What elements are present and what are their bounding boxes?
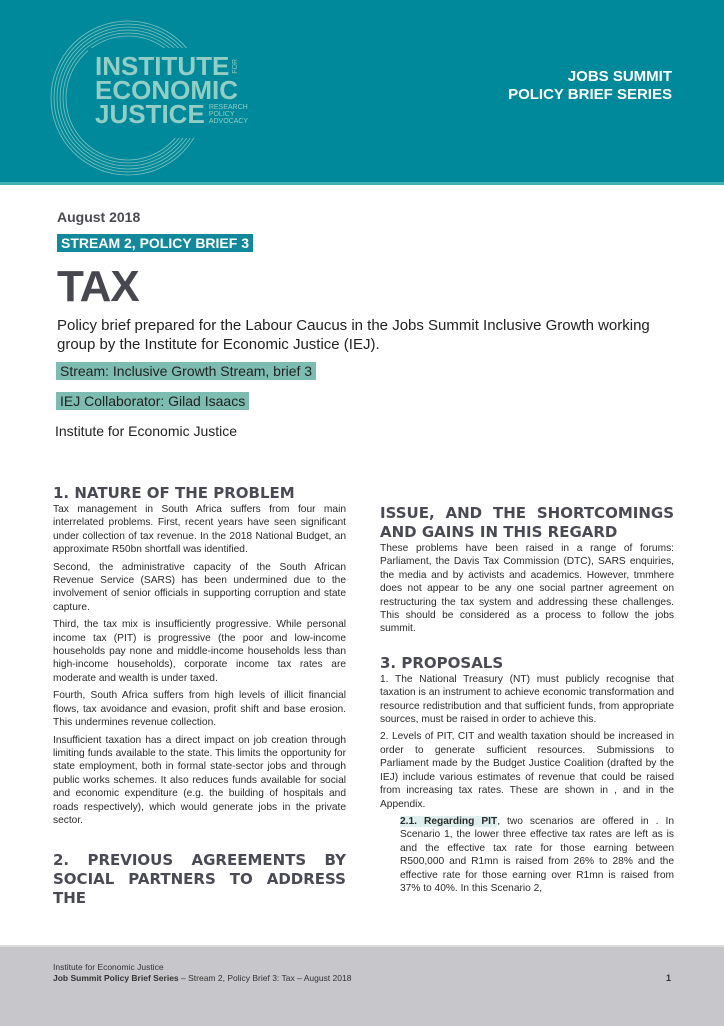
paragraph: 1. The National Treasury (NT) must publicly recognise that taxation is an instrument to achieve economic transformation and resource redistribution and that sufficient funds, from appropriate sources, must be raised in order to achieve this. — [380, 673, 674, 726]
paragraph: Third, the tax mix is insufficiently progressive. While personal income tax (PIT) is progressive (the poor and low-income households pay none and middle-income households less than high-income households), corporate income tax rates are moderate and wealth is under taxed. — [53, 619, 346, 684]
paragraph: 2. Levels of PIT, CIT and wealth taxation should be increased in order to generate sufficient resources. Submissions to Parliament made by the Budget Justice Coalition (drafted by the IEJ) include various estimates of revenue that could be raised from increasing tax rates. These are shown in , and in the Appendix. — [380, 731, 674, 810]
sub-text: , two scenarios are offered in . In Scenario 1, the lower three effective tax rates are left as is and the effective tax rate for those earning between R500,000 and R1mn is raised from 26% to 28% and the effective rate for those earning over R1mn is raised from 37% to 40%. In this Scenario 2, — [400, 815, 674, 894]
footer-series — [53, 973, 351, 983]
logo-tag: POLICY — [208, 110, 235, 118]
paragraph: Fourth, South Africa suffers from high levels of illicit financial flows, tax avoidance and evasion, profit shift and base erosion. This undermines revenue collection. — [53, 690, 346, 729]
logo-line: JUSTICE — [95, 99, 205, 129]
institute-name: Institute for Economic Justice — [55, 423, 238, 439]
section-heading: 3. PROPOSALS — [380, 653, 504, 672]
page-number: 1 — [666, 973, 672, 983]
logo-for: FOR — [232, 58, 240, 74]
page-header — [0, 0, 724, 185]
series-line: JOBS SUMMIT — [567, 68, 672, 85]
paragraph: These problems have been raised in a range of forums: Parliament, the Davis Tax Commission (DTC), SARS enquiries, the media and by activists and academics. However, tmmhere does not appear to be any one social partner agreement on restructuring the tax system and addressing these challenges. This should be considered as a process to follow the jobs summit. — [380, 543, 674, 635]
iej-logo — [95, 51, 249, 129]
logo-row — [95, 99, 249, 129]
section-heading: 2. PREVIOUS AGREEMENTS BY SOCIAL PARTNERS TO ADDRESS THE — [53, 851, 346, 908]
footer-series-rest: – Stream 2, Policy Brief 3: Tax – August 2018 — [178, 973, 352, 983]
series-title — [508, 68, 672, 104]
date: August 2018 — [57, 209, 141, 225]
page-title: TAX — [57, 262, 139, 311]
collaborator-highlight: IEJ Collaborator: Gilad Isaacs — [56, 392, 249, 410]
footer-institute: Institute for Economic Justice — [53, 962, 164, 972]
paragraph: Tax management in South Africa suffers from four main interrelated problems. First, recent years have seen significant under collection of tax revenue. In the 2018 National Budget, an approximate R50bn shortfall was identified. — [53, 504, 346, 556]
series-line: POLICY BRIEF SERIES — [508, 86, 672, 103]
left-column — [53, 484, 346, 908]
paragraph: Insufficient taxation has a direct impact on job creation through limiting funds available to the state. This limits the opportunity for state employment, both in formal state-sector jobs and through public works schemes. It also reduces funds available for social and economic expenditure (e.g. the building of hospitals and roads respectively), which would generate jobs in the private sector. — [53, 734, 346, 826]
paragraph: Second, the administrative capacity of the South African Revenue Service (SARS) has been undermined due to the involvement of senior officials in supporting corruption and state capture. — [53, 561, 346, 613]
stream-badge: STREAM 2, POLICY BRIEF 3 — [57, 234, 253, 252]
section-heading-continued: ISSUE, AND THE SHORTCOMINGS AND GAINS IN THIS REGARD — [380, 504, 674, 541]
logo-tag: ADVOCACY — [208, 117, 249, 125]
logo-tag: RESEARCH — [208, 103, 248, 111]
sub-label: 2.1. Regarding PIT — [400, 815, 498, 827]
intro-text: Policy brief prepared for the Labour Caucus in the Jobs Summit Inclusive Growth working group by the Institute for Economic Justice (IEJ). — [57, 317, 650, 353]
right-column — [380, 504, 674, 899]
footer-series-bold: Job Summit Policy Brief Series — [53, 973, 179, 983]
section-heading: 1. NATURE OF THE PROBLEM — [53, 484, 295, 502]
stream-highlight: Stream: Inclusive Growth Stream, brief 3 — [56, 362, 316, 380]
logo-line: ECONOMIC — [95, 75, 238, 105]
logo-line: INSTITUTE — [95, 51, 230, 81]
sub-paragraph — [380, 815, 674, 895]
logo-tags — [209, 104, 248, 125]
page-footer — [0, 945, 724, 1026]
